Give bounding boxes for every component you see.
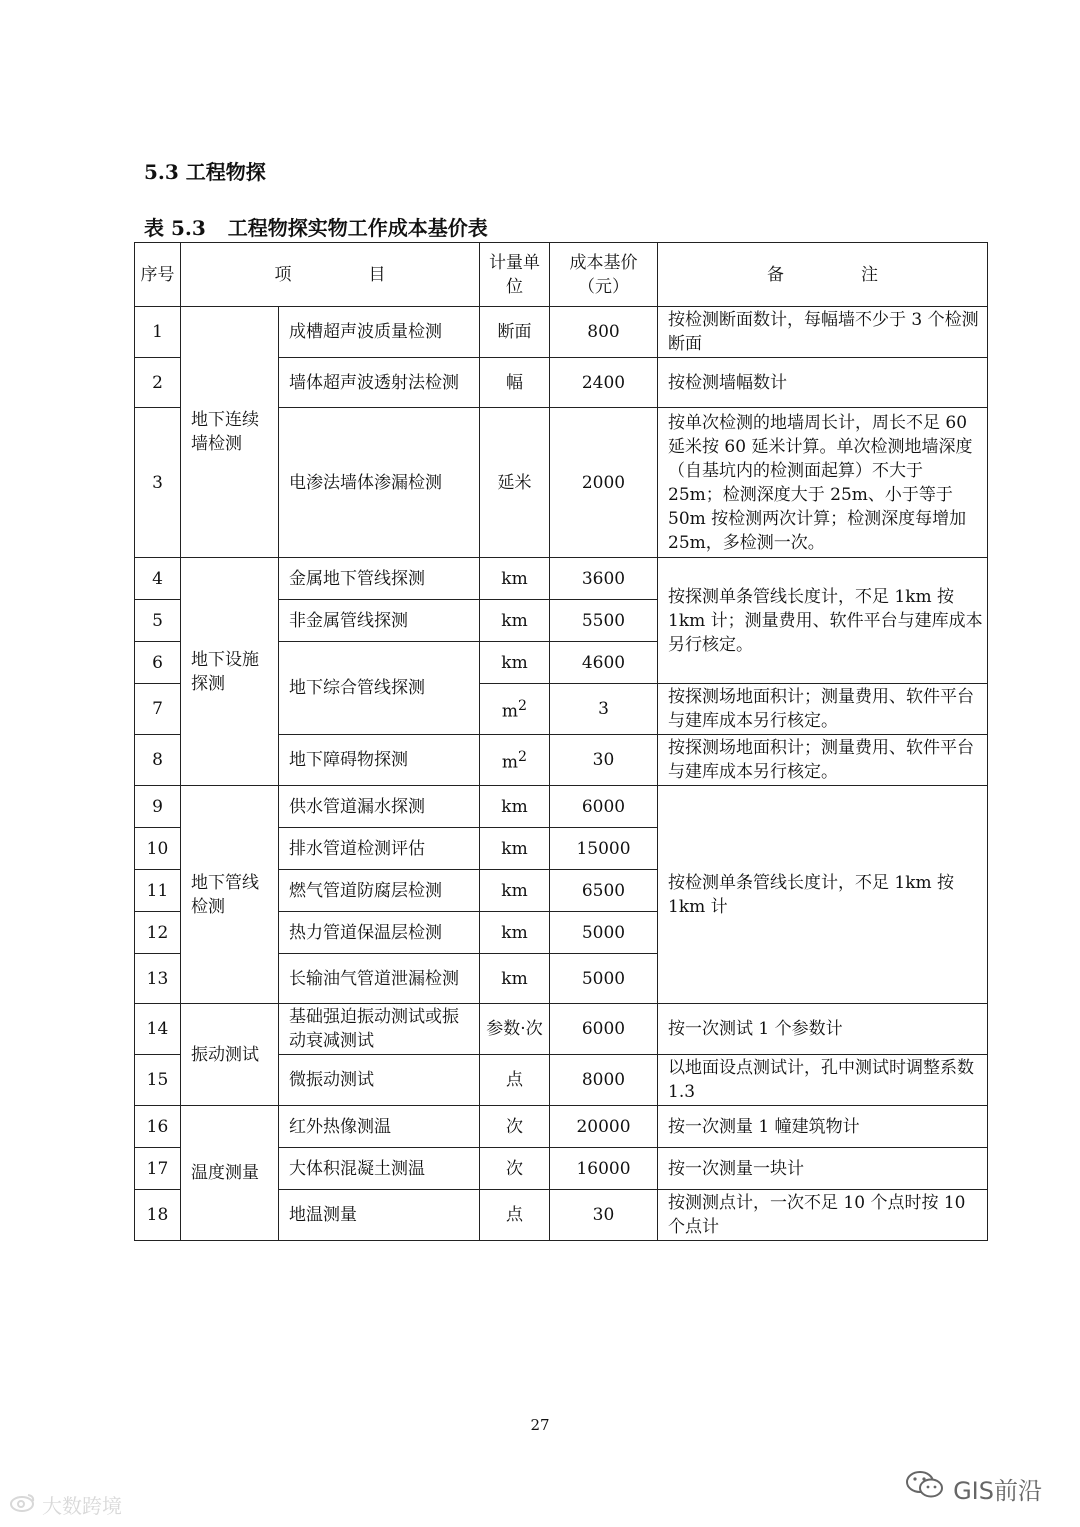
table-row [135,1106,988,1148]
note-cell: 按探测场地面积计；测量费用、软件平台与建库成本另行核定。 [658,735,988,786]
unit-cell: km [480,642,550,684]
item-cell: 长输油气管道泄漏检测 [279,954,480,1004]
price-cell: 3 [550,684,658,735]
unit-cell: km [480,828,550,870]
row-no: 15 [135,1055,181,1106]
price-cell: 2000 [550,408,658,558]
unit-cell: 次 [480,1106,550,1148]
watermark-right [905,1470,1042,1506]
note-cell: 按探测场地面积计；测量费用、软件平台与建库成本另行核定。 [658,684,988,735]
unit-sup: 2 [518,698,528,715]
price-cell: 6000 [550,786,658,828]
table-row [135,307,988,358]
unit-cell: 幅 [480,358,550,408]
row-no: 17 [135,1148,181,1190]
item-cell: 电渗法墙体渗漏检测 [279,408,480,558]
row-no: 14 [135,1004,181,1055]
price-cell: 20000 [550,1106,658,1148]
unit-cell: 次 [480,1148,550,1190]
unit-cell: km [480,954,550,1004]
header-unit: 计量单位 [480,243,550,307]
unit-cell: km [480,600,550,642]
row-no: 1 [135,307,181,358]
unit-base: m [501,701,519,722]
item-cell: 地下综合管线探测 [279,642,480,735]
section-heading: 5.3 工程物探 [144,160,266,184]
unit-sup: 2 [518,749,528,766]
unit-cell: km [480,558,550,600]
price-cell: 6000 [550,1004,658,1055]
note-cell: 按单次检测的地墙周长计，周长不足 60 延米按 60 延米计算。单次检测地墙深度（自基坑内的检测面起算）不大于 25m；检测深度大于 25m、小于等于 50m 按检测两次计算；检测深度每增加 25m，多检测一次。 [658,408,988,558]
row-no: 12 [135,912,181,954]
unit-cell [480,684,550,735]
item-cell: 墙体超声波透射法检测 [279,358,480,408]
table-row [135,1004,988,1055]
row-no: 18 [135,1190,181,1241]
row-no: 3 [135,408,181,558]
note-cell: 按一次测量 1 幢建筑物计 [658,1106,988,1148]
unit-cell: 点 [480,1190,550,1241]
item-cell: 成槽超声波质量检测 [279,307,480,358]
weibo-icon [10,1492,36,1517]
table-row [135,558,988,600]
item-cell: 基础强迫振动测试或振动衰减测试 [279,1004,480,1055]
price-cell: 2400 [550,358,658,408]
watermark-left [10,1490,122,1519]
price-cell: 800 [550,307,658,358]
unit-cell: km [480,786,550,828]
price-cell: 4600 [550,642,658,684]
note-cell: 按测测点计，一次不足 10 个点时按 10 个点计 [658,1190,988,1241]
item-cell: 燃气管道防腐层检测 [279,870,480,912]
table-number: 表 5.3 [144,216,206,240]
page-number: 27 [530,1416,550,1434]
item-cell: 排水管道检测评估 [279,828,480,870]
price-cell: 8000 [550,1055,658,1106]
group-cell: 地下设施探测 [181,558,279,786]
wechat-icon [905,1470,945,1506]
header-price: 成本基价（元） [550,243,658,307]
item-cell: 热力管道保温层检测 [279,912,480,954]
row-no: 8 [135,735,181,786]
table-title [144,212,488,241]
unit-cell: 参数·次 [480,1004,550,1055]
price-cell: 5000 [550,912,658,954]
header-note: 备 注 [658,243,988,307]
item-cell: 金属地下管线探测 [279,558,480,600]
item-cell: 大体积混凝土测温 [279,1148,480,1190]
note-cell: 按检测单条管线长度计，不足 1km 按 1km 计 [658,786,988,1004]
item-cell: 地温测量 [279,1190,480,1241]
item-cell: 非金属管线探测 [279,600,480,642]
item-cell: 红外热像测温 [279,1106,480,1148]
price-cell: 16000 [550,1148,658,1190]
row-no: 4 [135,558,181,600]
price-cell: 5500 [550,600,658,642]
group-cell: 地下管线检测 [181,786,279,1004]
table-row [135,786,988,828]
unit-cell [480,735,550,786]
note-cell: 按探测单条管线长度计，不足 1km 按 1km 计；测量费用、软件平台与建库成本另行核定。 [658,558,988,684]
unit-cell: 延米 [480,408,550,558]
table-title-text: 工程物探实物工作成本基价表 [227,216,488,240]
header-seq: 序号 [135,243,181,307]
header-item: 项 目 [181,243,480,307]
table-header-row [135,243,988,307]
note-cell: 按一次测量一块计 [658,1148,988,1190]
note-cell: 按检测墙幅数计 [658,358,988,408]
cost-table [134,242,988,1241]
item-cell: 微振动测试 [279,1055,480,1106]
unit-cell: km [480,912,550,954]
price-cell: 30 [550,735,658,786]
price-cell: 30 [550,1190,658,1241]
note-cell: 按检测断面数计，每幅墙不少于 3 个检测断面 [658,307,988,358]
price-cell: 15000 [550,828,658,870]
unit-cell: km [480,870,550,912]
group-cell: 温度测量 [181,1106,279,1241]
price-cell: 5000 [550,954,658,1004]
note-cell: 以地面设点测试计，孔中测试时调整系数 1.3 [658,1055,988,1106]
note-cell: 按一次测试 1 个参数计 [658,1004,988,1055]
row-no: 7 [135,684,181,735]
row-no: 5 [135,600,181,642]
row-no: 9 [135,786,181,828]
unit-cell: 断面 [480,307,550,358]
group-cell: 地下连续墙检测 [181,307,279,558]
row-no: 6 [135,642,181,684]
price-cell: 6500 [550,870,658,912]
watermark-left-text: 大数跨境 [42,1494,122,1518]
group-cell: 振动测试 [181,1004,279,1106]
row-no: 13 [135,954,181,1004]
unit-base: m [501,752,519,773]
price-cell: 3600 [550,558,658,600]
row-no: 11 [135,870,181,912]
watermark-right-text: GIS前沿 [953,1476,1042,1505]
row-no: 2 [135,358,181,408]
item-cell: 地下障碍物探测 [279,735,480,786]
unit-cell: 点 [480,1055,550,1106]
row-no: 10 [135,828,181,870]
item-cell: 供水管道漏水探测 [279,786,480,828]
row-no: 16 [135,1106,181,1148]
